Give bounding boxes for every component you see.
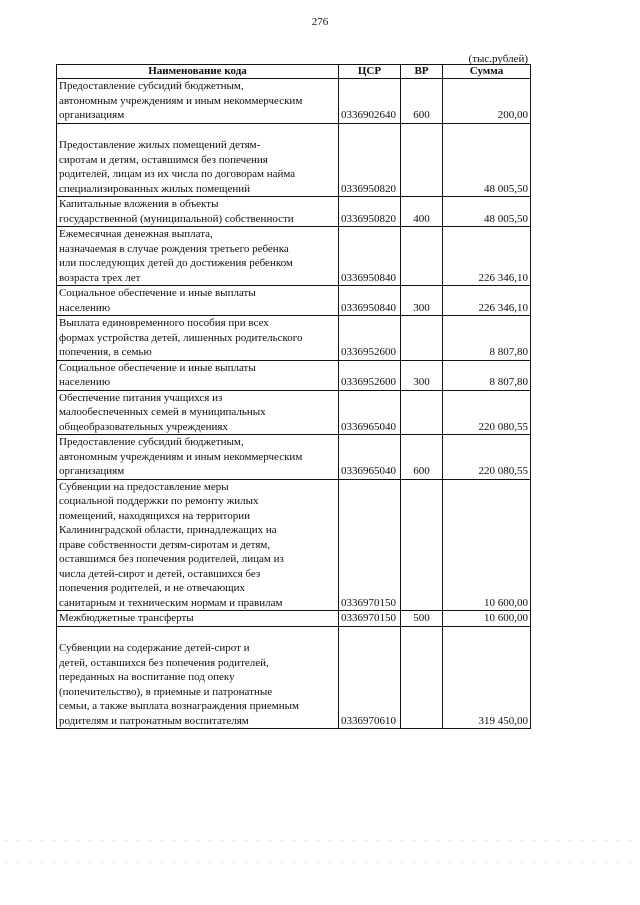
- row-vr: 400: [401, 197, 443, 227]
- table-row: [57, 123, 531, 197]
- header-sum: Сумма: [443, 65, 531, 79]
- row-vr: [401, 390, 443, 435]
- row-csr: 0336950820: [339, 197, 401, 227]
- row-csr: 0336970150: [339, 479, 401, 611]
- row-sum: 226 346,10: [443, 227, 531, 286]
- row-name: Ежемесячная денежная выплата, назначаемая в случае рождения третьего ребенка или последующих детей до достижения ребенком возраста трех лет: [57, 227, 339, 286]
- row-vr: 600: [401, 435, 443, 480]
- row-csr: 0336970150: [339, 611, 401, 627]
- row-sum: 48 005,50: [443, 123, 531, 197]
- table-row: [57, 197, 531, 227]
- row-name: Выплата единовременного пособия при всех формах устройства детей, лишенных родительского попечения, в семью: [57, 316, 339, 361]
- row-sum: 48 005,50: [443, 197, 531, 227]
- table-row: [57, 227, 531, 286]
- row-csr: 0336965040: [339, 435, 401, 480]
- row-csr: 0336970610: [339, 626, 401, 729]
- row-sum: 10 600,00: [443, 611, 531, 627]
- row-vr: 500: [401, 611, 443, 627]
- row-name: Капитальные вложения в объекты государственной (муниципальной) собственности: [57, 197, 339, 227]
- row-vr: 300: [401, 360, 443, 390]
- row-name: Предоставление субсидий бюджетным, автономным учреждениям и иным некоммерческим организациям: [57, 435, 339, 480]
- row-csr: 0336950820: [339, 123, 401, 197]
- row-csr: 0336952600: [339, 316, 401, 361]
- row-vr: [401, 626, 443, 729]
- header-csr: ЦСР: [339, 65, 401, 79]
- table-row: [57, 360, 531, 390]
- row-name: Субвенции на содержание детей-сирот и детей, оставшихся без попечения родителей, переданных на воспитание под опеку (попечительство), в приемные и патронатные семьи, а также выплата вознаграждения приемным родителям и патронатным воспитателям: [57, 626, 339, 729]
- table-row: [57, 79, 531, 124]
- row-sum: 8 807,80: [443, 360, 531, 390]
- scan-artifact-dots: [0, 862, 640, 863]
- row-vr: [401, 316, 443, 361]
- table-row: [57, 390, 531, 435]
- row-vr: 600: [401, 79, 443, 124]
- budget-table: [56, 64, 531, 729]
- row-name: Социальное обеспечение и иные выплаты населению: [57, 360, 339, 390]
- row-name: Субвенции на предоставление меры социальной поддержки по ремонту жилых помещений, находящихся на территории Калининградской области, принадлежащих на праве собственности детям-сиротам и детям, оставшимся без попечения родителей, лицам из числа детей-сирот и детей, оставшихся без попечения родителей, и не отвечающих санитарным и техническим нормам и правилам: [57, 479, 339, 611]
- row-sum: 200,00: [443, 79, 531, 124]
- row-name: Обеспечение питания учащихся из малообеспеченных семей в муниципальных общеобразовательных учреждениях: [57, 390, 339, 435]
- table-row: [57, 626, 531, 729]
- row-vr: 300: [401, 286, 443, 316]
- table-row: [57, 286, 531, 316]
- table-row: [57, 435, 531, 480]
- row-vr: [401, 123, 443, 197]
- row-csr: 0336952600: [339, 360, 401, 390]
- row-sum: 8 807,80: [443, 316, 531, 361]
- row-sum: 226 346,10: [443, 286, 531, 316]
- header-name: Наименование кода: [57, 65, 339, 79]
- table-header-row: [57, 65, 531, 79]
- row-name: Межбюджетные трансферты: [57, 611, 339, 627]
- row-csr: 0336902640: [339, 79, 401, 124]
- row-sum: 10 600,00: [443, 479, 531, 611]
- row-sum: 220 080,55: [443, 390, 531, 435]
- row-sum: 319 450,00: [443, 626, 531, 729]
- table-row: [57, 611, 531, 627]
- table-row: [57, 479, 531, 611]
- unit-note: (тыс.рублей): [468, 53, 528, 65]
- row-name: Предоставление жилых помещений детям- сиротам и детям, оставшимся без попечения родителей, лицам из их числа по договорам найма специализированных жилых помещений: [57, 123, 339, 197]
- row-csr: 0336950840: [339, 227, 401, 286]
- header-vr: ВР: [401, 65, 443, 79]
- row-name: Социальное обеспечение и иные выплаты населению: [57, 286, 339, 316]
- page-number: 276: [311, 16, 329, 28]
- row-csr: 0336965040: [339, 390, 401, 435]
- row-vr: [401, 479, 443, 611]
- row-vr: [401, 227, 443, 286]
- row-sum: 220 080,55: [443, 435, 531, 480]
- scan-artifact-dots: [0, 840, 640, 841]
- row-csr: 0336950840: [339, 286, 401, 316]
- row-name: Предоставление субсидий бюджетным, автономным учреждениям и иным некоммерческим организациям: [57, 79, 339, 124]
- table-row: [57, 316, 531, 361]
